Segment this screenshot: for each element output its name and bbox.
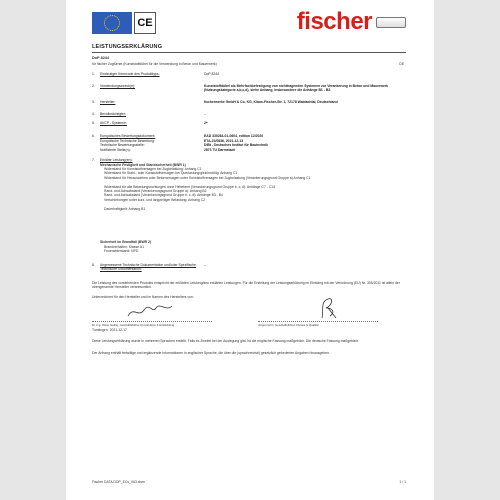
bwr2-heading: Sicherheit im Brandfall (BWR 2): [100, 240, 152, 244]
document-title: LEISTUNGSERKLÄRUNG: [92, 44, 163, 50]
eu-stars-icon: [92, 12, 132, 34]
signature-right-icon: [316, 296, 340, 320]
signatory-left: Dr.-Ing. Oliver Geibig, Geschäftsführer Konstruktion & Entwicklung: [92, 323, 175, 327]
brand-name: fischer: [296, 8, 372, 35]
page-footer: [92, 480, 406, 484]
signature-left-icon: [126, 302, 174, 320]
ce-mark-icon: CE: [134, 12, 156, 34]
appendix-note: Der Anhang enthält freiwillige und ergänzende Informationen in englischer Sprache, die über die (sprachneutral) gesetzlich geforderten Angaben hinausgehen.: [92, 351, 330, 355]
signatory-right: Jürgen Grün, Geschäftsführer Chemie & Qualität: [258, 323, 319, 327]
signed-for-text: Unterzeichnet für den Hersteller und im Namen des Herstellers von:: [92, 295, 194, 299]
footer-filename: Fischer DATA DOP_ECs_V63.xlsm: [92, 480, 145, 484]
document-page: CE fischer LEISTUNGSERKLÄRUNG DoP 8244 für fischer Zugfürnet (Kunststoffdübel für die Verwendung in Beton und Mauerwerk) DE 1. Eindeutiger Kenncode des Produkttyps: DoP 8244 2. Verwendungszweck(e): Kunststoffdübel als Mehrfachbefestigung von nichttragenden Systemen zur Verankerung in Beton und Mauerwerk (Nutzungskategorie a,b,c,d), siehe Anhang, insbesondere die Anhänge B1 - B3. 3. Hersteller: fischerwerke GmbH & Co. KG, Klaus-Fischer-Str. 1, 72178 Waldachtal, Deutschland 4. Bevollmächtigter: -- 5. AVCP - System/e: 2+ 6. Europäisches Bewertungsdokument: EAD 330284-01-0604, edition 12/2020 Europäische Technische Bewertung: ETA-21/0836, 2021-12-13 Technische Bewertungsstelle: DIBt - Deutsches Institut für Bautechnik Notifizierte Stelle(n): 2873 TU Darmstadt 7. Erklärte Leistung(en): Mechanische Festigkeit und Standsicherheit (BWR 1) Widerstand für Kunststoffversagen bei Zugbelastung: Anhang C1 Widerstand für Stahl-, oder Kunststoffversagen bei Querlastung/gleichmäßig: Anhang C1 Widerstand für Herausziehen oder Betonversagen unter Kunststoffversagen bei Zugbelastung (Verankerungsgrund Gruppe a) Anhang C1 Widerstand für alle Belastungsrichtungen ohne Hebelarm (Verankerungsgrund Gruppe b, c, d): Anhänge C7 - C13 Rand- und Achsabstand (Verankerungsgrund Gruppe a): Anhang B2 Rand- und Achsabstand (Verankerungsgrund Gruppe b, c, d): Anhänge B3 - B4 Verschiebungen unter kurz- und langzeitiger Belastung: Anhang C2 Dauerhaftigkeit: Anhang B1 Sicherheit im Brandfall (BWR 2) Brandverhalten: Klasse A1 Feuerwiderstand: NPD 8. Angemessene Technische Dokumentation und/oder Spezifische Technische Dokumentation: -- Die Leistung des vorstehenden Produkts entspricht der erklärten Leistung/den erklärten Leistungen. Für die Erstellung der Leistungserklärung im Einklang mit der Verordnung (EU) Nr. 305/2011 ist allein der obengenannte Hersteller verantwortlich. Unterzeichnet für den Hersteller und im Namen des Herstellers von: Dr.-Ing. Oliver Geibig, Geschäftsführer Konstruktion & Entwicklung Jürgen Grün, Geschäftsführer Chemie & Qualität Tumlingen, 2021-12-17 Diese Leistungserklärung wurde in mehreren Sprachen erstellt. Falls es Zweifel bei der Auslegung gibt, ist die englische Fassung maßgeblich. Die deutsche Fassung maßgeblich. Der Anhang enthält freiwillige und ergänzende Informationen in englischer Sprache, die über die (sprachneutral) gesetzlich geforderten Angaben hinausgehen. Fischer DATA DOP_ECs_V63.xlsm 1 / 1: [66, 0, 434, 500]
language-code: DE: [399, 62, 404, 66]
bwr1-heading: Mechanische Festigkeit und Standsicherheit (BWR 1): [100, 162, 186, 167]
certification-logos: [92, 12, 156, 36]
declaration-text: Die Leistung des vorstehenden Produkts entspricht der erklärten Leistung/den erklärten Leistungen. Für die Erstellung der Leistungserklärung im Einklang mit der Verordnung (EU) Nr. 305/2011 ist allein der obengenannte Hersteller verantwortlich.: [92, 281, 400, 290]
footer-page-number: 1 / 1: [399, 480, 406, 484]
signature-line-right: [258, 321, 378, 322]
brand-badge-icon: [376, 17, 406, 28]
signature-line-left: [92, 321, 212, 322]
bwr1-lines: Widerstand für Kunststoffversagen bei Zugbelastung: Anhang C1 Widerstand für Stahl-, oder Kunststoffversagen bei Querlastung/gleichmäßig: Anhang C1 Widerstand für Herausziehen oder Betonversagen unter Kunststoffversagen bei Zugbelastung (Verankerungsgrund Gruppe a) Anhang C1 Widerstand für alle Belastungsrichtungen ohne Hebelarm (Verankerungsgrund Gruppe b, c, d): Anhänge C7 - C13 Rand- und Achsabstand (Verankerungsgrund Gruppe a): Anhang B2 Rand- und Achsabstand (Verankerungsgrund Gruppe b, c, d): Anhänge B3 - B4 Verschiebungen unter kurz- und langzeitiger Belastung: Anhang C2 Dauerhaftigkeit: Anhang B1: [104, 167, 311, 211]
translation-note: Diese Leistungserklärung wurde in mehreren Sprachen erstellt. Falls es Zweifel bei der Auslegung gibt, ist die englische Fassung maßgeblich. Die deutsche Fassung maßgeblich.: [92, 339, 360, 343]
place-date: Tumlingen, 2021-12-17: [92, 328, 127, 332]
bwr2-lines: Brandverhalten: Klasse A1 Feuerwiderstand: NPD: [104, 244, 144, 253]
product-for-line: für fischer Zugfürnet (Kunststoffdübel für die Verwendung in Beton und Mauerwerk): [92, 62, 217, 66]
title-divider: [92, 52, 406, 53]
dop-number: DoP 8244: [92, 56, 110, 60]
brand-logo: [297, 8, 406, 36]
